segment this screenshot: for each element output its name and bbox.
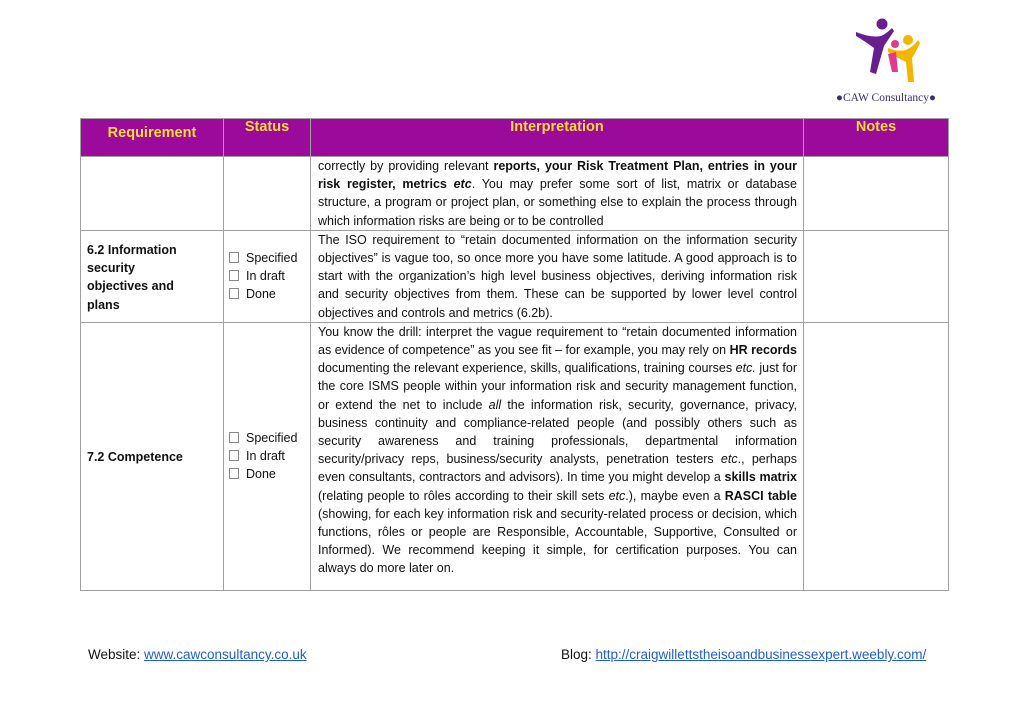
status-cell [224,157,311,231]
status-option[interactable] [229,285,310,303]
status-label: In draft [246,449,285,464]
status-label: Specified [246,251,298,266]
table-row [81,230,949,322]
interpretation-text: all [488,397,502,412]
interpretation-cell [311,322,804,590]
checkbox-icon[interactable] [229,270,239,281]
interpretation-text: . You may prefer some sort of list, matrix or database structure, a program or project plan, or something else to explain the process through which information risks are being or to be controlled [318,177,797,228]
requirement-cell [81,157,224,231]
interpretation-text: the information risk, security, governance, privacy, business continuity and compliance-related people (and possibly others such as security awareness and training professionals, departmental information security/privacy reps, business/security analysts, penetration testers [318,397,797,467]
status-option[interactable] [229,267,310,285]
interpretation-text: etc [720,452,738,467]
checkbox-icon[interactable] [229,432,239,443]
requirement-cell [81,230,224,322]
footer-website [88,647,307,662]
header-status: Status [224,119,311,157]
interpretation-text: reports, your Risk Treatment Plan, entries in your risk register, metrics [318,159,797,192]
interpretation-text: skills matrix [724,470,797,485]
status-checklist [229,249,310,304]
interpretation-text: etc. [735,361,756,376]
website-link[interactable]: www.cawconsultancy.co.uk [144,647,307,662]
status-option[interactable] [229,429,310,447]
status-option[interactable] [229,465,310,483]
blog-link[interactable]: http://craigwillettstheisoandbusinessexpert.weebly.com/ [595,647,927,662]
table-row [81,322,949,590]
status-label: Done [246,467,276,482]
header-requirement: Requirement [81,119,224,157]
requirement-label: 6.2 Information security objectives and plans [87,242,177,312]
logo-text: ●CAW Consultancy● [836,92,936,104]
status-checklist [229,429,310,484]
logo-figure-left [856,19,894,75]
requirement-label: 7.2 Competence [87,450,183,465]
status-label: In draft [246,269,285,284]
interpretation-cell [311,157,804,231]
interpretation-text: correctly by providing relevant [318,159,494,173]
interpretation-cell [311,230,804,322]
website-label: Website: [88,647,145,662]
interpretation-text: just for the core ISMS people within your information risk and security management function, or extend the net to include [318,361,797,412]
interpretation-text: The ISO requirement to “retain documented information on the information security objectives” is vague too, so once more you have some latitude. A good approach is to start with the organization’s high level business objectives, deriving information risk and security objectives from them. These can be supported by lower level control objectives and controls and metrics (6.2b). [318,232,797,320]
interpretation-text: (showing, for each key information risk and security-related process or decision, which functions, rôles or people are Responsible, Accountable, Supportive, Consulted or Informed). We recommend keeping it simple, for certification purposes. You can always do more later on. [318,506,797,576]
interpretation-text: RASCI table [724,488,797,503]
interpretation-text: documenting the relevant experience, skills, qualifications, training courses [318,361,736,376]
checkbox-icon[interactable] [229,450,239,461]
header-notes: Notes [804,119,949,157]
notes-cell [804,230,949,322]
interpretation-text: ., perhaps even consultants, contractors and advisors). In time you might develop a [318,452,797,485]
status-label: Done [246,287,276,302]
interpretation-text: etc [608,488,626,503]
interpretation-text: HR records [729,343,797,358]
requirement-cell [81,322,224,590]
status-option[interactable] [229,447,310,465]
requirements-table [80,118,949,591]
table-row [81,157,949,231]
status-cell [224,230,311,322]
notes-cell [804,322,949,590]
interpretation-text: .), maybe even a [625,488,725,503]
footer-blog [561,647,926,662]
checkbox-icon[interactable] [229,252,239,263]
table-header-row [81,119,949,157]
notes-cell [804,157,949,231]
status-cell [224,322,311,590]
interpretation-text: You know the drill: interpret the vague requirement to “retain documented information as evidence of competence” as you see fit – for example, you may rely on [318,324,797,358]
status-option[interactable] [229,249,310,267]
status-label: Specified [246,431,298,446]
interpretation-text: etc [453,177,472,192]
blog-label: Blog: [561,647,596,662]
checkbox-icon[interactable] [229,288,239,299]
header-interpretation: Interpretation [311,119,804,157]
interpretation-text: (relating people to rôles according to their skill sets [318,488,609,503]
checkbox-icon[interactable] [229,468,239,479]
